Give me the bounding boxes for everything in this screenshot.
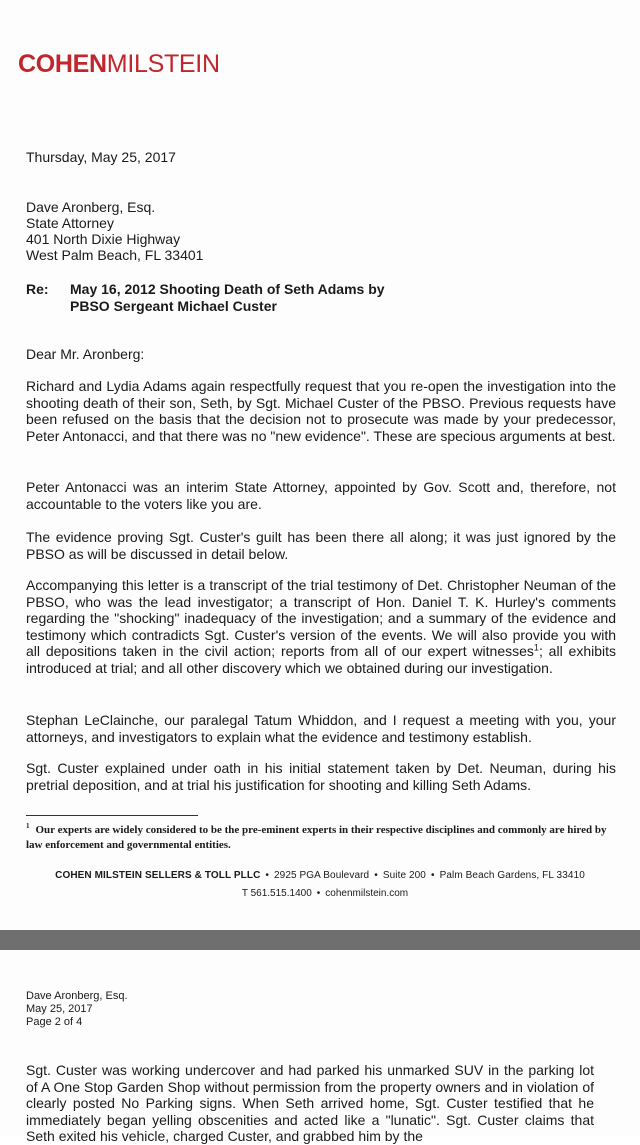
letterhead-footer (0, 870, 640, 881)
paragraph-3: The evidence proving Sgt. Custer's guilt has been there all along; it was just ignored by the PBSO as will be discussed in detail below. (26, 529, 616, 562)
footer-bullet: • (316, 888, 321, 899)
footer-city: Palm Beach Gardens, FL 33410 (439, 870, 585, 881)
recipient-name: Dave Aronberg, Esq. (26, 199, 156, 215)
letter-page-2 (0, 950, 640, 1145)
footer-bullet: • (430, 870, 435, 881)
page-gap (0, 930, 640, 950)
recipient-title: State Attorney (26, 215, 114, 231)
paragraph-4 (26, 577, 616, 677)
firm-logo (18, 50, 220, 79)
paragraph-5: Stephan LeClainche, our paralegal Tatum Whiddon, and I request a meeting with you, your attorneys, and investigators to explain what the evidence and testimony establish. (26, 712, 616, 745)
recipient-city: West Palm Beach, FL 33401 (26, 247, 204, 263)
footnote-marker: 1 (26, 822, 30, 831)
recipient-street: 401 North Dixie Highway (26, 231, 181, 247)
re-label: Re: (26, 281, 49, 297)
page-2-recipient: Dave Aronberg, Esq. (26, 990, 128, 1002)
footer-contact (0, 888, 640, 899)
footnote (26, 823, 616, 853)
footer-phone: T 561.515.1400 (241, 888, 312, 899)
footer-bullet: • (265, 870, 269, 881)
logo-milstein: MILSTEIN (106, 50, 220, 78)
footnote-rule (26, 815, 198, 816)
re-subject (70, 281, 385, 315)
paragraph-4-text-b: ; all exhibits introduced at trial; and all other discovery which we obtained during our investigation. (26, 643, 616, 676)
page-2-date: May 25, 2017 (26, 1003, 93, 1015)
footnote-text: Our experts are widely considered to be the pre-eminent experts in their respective disciplines and commonly are hired by law enforcement and governmental entities. (26, 824, 607, 851)
footer-bullet: • (374, 870, 378, 881)
logo-cohen: COHEN (18, 50, 107, 78)
recipient-address (26, 199, 203, 263)
paragraph-6: Sgt. Custer explained under oath in his initial statement taken by Det. Neuman, during his pretrial deposition, and at trial his justification for shooting and killing Seth Adams. (26, 760, 616, 793)
page-2-paragraph: Sgt. Custer was working undercover and had parked his unmarked SUV in the parking lot of A One Stop Garden Shop without permission from the property owners and in violation of clearly posted No Parking signs. When Seth arrived home, Sgt. Custer testified that he immediately began yelling obscenities and acted like a "lunatic". Sgt. Custer claims that Seth exited his vehicle, charged Custer, and grabbed him by the (26, 1062, 594, 1145)
re-subject-line-1: May 16, 2012 Shooting Death of Seth Adams by (70, 281, 385, 297)
footer-address: 2925 PGA Boulevard (274, 870, 370, 881)
page-2-header (26, 990, 128, 1029)
re-subject-line-2: PBSO Sergeant Michael Custer (70, 298, 277, 314)
letter-date: Thursday, May 25, 2017 (26, 149, 176, 165)
page-2-number: Page 2 of 4 (26, 1016, 83, 1028)
paragraph-4-text-a: Accompanying this letter is a transcript of the trial testimony of Det. Christopher Neuman of the PBSO, who was the lead investigator; a transcript of Hon. Daniel T. K. Hurley's comments regarding the "shocking" inadequacy of the investigation; and a summary of the evidence and testimony which contradicts Sgt. Custer's version of the events. We will also provide you with all depositions taken in the civil action; reports from all of our expert witnesses (26, 577, 616, 660)
paragraph-2: Peter Antonacci was an interim State Attorney, appointed by Gov. Scott and, therefore, not accountable to the voters like you are. (26, 479, 616, 512)
paragraph-1: Richard and Lydia Adams again respectfully request that you re-open the investigation into the shooting death of their son, Seth, by Sgt. Michael Custer of the PBSO. Previous requests have been refused on the basis that the decision not to prosecute was made by your predecessor, Peter Antonacci, and that there was no "new evidence". These are specious arguments at best. (26, 378, 616, 444)
salutation: Dear Mr. Aronberg: (26, 346, 145, 362)
footer-firm-name: COHEN MILSTEIN SELLERS & TOLL PLLC (55, 870, 261, 881)
footer-suite: Suite 200 (382, 870, 426, 881)
footnote-reference: 1 (533, 642, 539, 653)
footer-website: cohenmilstein.com (325, 888, 409, 899)
